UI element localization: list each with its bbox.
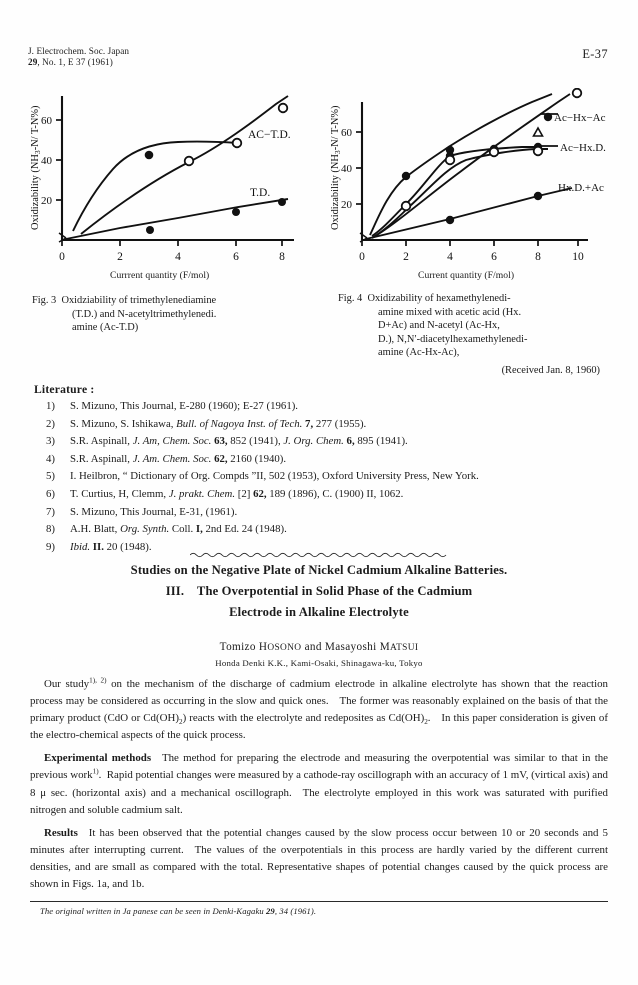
running-head bbox=[28, 46, 129, 69]
article-title-line2: III. The Overpotential in Solid Phase of the Cadmium bbox=[165, 584, 473, 598]
svg-text:10: 10 bbox=[572, 251, 584, 263]
figure-4-caption-l5: amine (Ac-Hx-Ac), bbox=[378, 347, 460, 359]
running-head-volume: 29 bbox=[28, 57, 38, 68]
reference-item bbox=[34, 468, 608, 486]
fig3-series-label-ac-td: AC−T.D. bbox=[248, 129, 291, 141]
page-folio: E-37 bbox=[582, 47, 608, 61]
fig4-series-label-hxd-ac: Hx.D.+Ac bbox=[558, 182, 604, 194]
reference-number: 8) bbox=[46, 523, 55, 536]
reference-item bbox=[34, 451, 608, 469]
reference-number: 3) bbox=[46, 435, 55, 448]
run-in-heading: Experimental methods bbox=[44, 752, 152, 765]
article-title-line1: Studies on the Negative Plate of Nickel Cadmium Alkaline Batteries. bbox=[130, 563, 508, 577]
reference-number: 7) bbox=[46, 505, 55, 518]
fig4-series-label-ac-hxd: Ac−Hx.D. bbox=[560, 142, 606, 154]
svg-text:60: 60 bbox=[41, 115, 52, 127]
svg-text:0: 0 bbox=[359, 251, 365, 263]
fig4-x-axis-title: Current quantity (F/mol) bbox=[418, 270, 515, 281]
svg-text:0: 0 bbox=[59, 251, 65, 263]
article-body bbox=[30, 676, 608, 893]
reference-text: S. Mizuno, S. Ishikawa, Bull. of Nagoya Inst. of Tech. 7, 277 (1955). bbox=[70, 417, 367, 430]
run-in-heading: Results bbox=[44, 826, 78, 839]
running-head-issue: , No. 1, E 37 (1961) bbox=[37, 57, 113, 68]
figure-3-caption-l2: (T.D.) and N-acetyltrimethylenedi. bbox=[72, 308, 217, 320]
svg-text:60: 60 bbox=[341, 127, 352, 139]
footnote-rule bbox=[30, 901, 608, 902]
footnote-text: The original written in Ja panese can be seen in Denki-Kagaku 29, 34 (1961). bbox=[40, 906, 317, 916]
figure-4-plot bbox=[326, 88, 626, 286]
reference-number: 6) bbox=[46, 487, 55, 500]
figure-4-caption-l1: Oxidizability of hexamethylenedi- bbox=[367, 293, 511, 304]
fig3-series-label-td: T.D. bbox=[250, 187, 271, 199]
article-title-line3: Electrode in Alkaline Electrolyte bbox=[229, 605, 409, 619]
received-date: (Received Jan. 8, 1960) bbox=[501, 364, 600, 376]
figure-4-caption-l2: amine mixed with acetic acid (Hx. bbox=[378, 306, 522, 318]
reference-number: 4) bbox=[46, 452, 55, 465]
reference-text: S. Mizuno, This Journal, E-31, (1961). bbox=[70, 505, 238, 518]
reference-item bbox=[34, 504, 608, 522]
svg-text:8: 8 bbox=[279, 251, 285, 263]
paragraph-results: Results It has been observed that the potential changes caused by the slow process occur between 10 or 20 seconds and 5 minutes after interrupting current. The values of the overpotentials in this process are hardly varied by the different current densities, and are small as compared with the total. Representative shapes of potential changes caused by the quick process are shown in Figs. 1a, and 1b. bbox=[30, 826, 608, 891]
reference-item bbox=[34, 521, 608, 539]
figure-4-label: Fig. 4 bbox=[338, 293, 363, 304]
fig4-y-axis-title: Oxidizability (NH3-N/ T-N%) bbox=[330, 105, 342, 230]
article-authors: Tomizo HOSONO and Masayoshi MATSUI bbox=[219, 641, 419, 653]
reference-number: 9) bbox=[46, 540, 55, 553]
reference-text: I. Heilbron, “ Dictionary of Org. Compds ”II, 502 (1953), Oxford University Press, New York. bbox=[70, 470, 479, 483]
figure-3-caption-l1: Oxidziability of trimethylenediamine bbox=[61, 295, 217, 306]
reference-number: 1) bbox=[46, 400, 55, 412]
reference-text: A.H. Blatt, Org. Synth. Coll. I, 2nd Ed. 24 (1948). bbox=[70, 523, 287, 536]
figure-3-label: Fig. 3 bbox=[32, 295, 57, 306]
reference-text: S.R. Aspinall, J. Am. Chem. Soc. 62, 2160 (1940). bbox=[70, 452, 287, 465]
running-head-volume-line bbox=[28, 57, 129, 68]
reference-item bbox=[34, 416, 608, 434]
svg-text:2: 2 bbox=[117, 251, 123, 263]
reference-text: S.R. Aspinall, J. Am, Chem. Soc. 63, 852 (1941), J. Org. Chem. 6, 895 (1941). bbox=[70, 435, 408, 448]
figure-3-svg bbox=[26, 88, 322, 268]
svg-text:4: 4 bbox=[175, 251, 181, 263]
fig3-x-axis-title: Currrent quantity (F/mol) bbox=[110, 270, 210, 281]
reference-text: Ibid. II. 20 (1948). bbox=[70, 540, 152, 553]
article-title bbox=[0, 560, 638, 623]
fig4-series-label-ac-hx-ac: Ac−Hx−Ac bbox=[554, 112, 606, 124]
figure-4-caption-l4: D.), N,N′-diacetylhexamethylenedi- bbox=[378, 333, 528, 345]
svg-text:4: 4 bbox=[447, 251, 453, 263]
paragraph-experimental: Experimental methods The method for preparing the electrode and measuring the overpotential was similar to that in the previous work$^{1)}$. Rapid potential changes were measured by a cathode-ray oscillograph with an accuracy of 1 mV, (virtical axis) and 8 μ sec. (horizontal axis) and a mechanical oscillograph. The electrolyte employed in this work was saturated with purified nitrogen and soluble cadmium salt. bbox=[30, 752, 608, 816]
figure-4-caption bbox=[338, 292, 618, 378]
svg-text:6: 6 bbox=[491, 251, 497, 263]
reference-text: T. Curtius, H, Clemm, J. prakt. Chem. [2] 62, 189 (1896), C. (1900) II, 1062. bbox=[70, 487, 404, 500]
figure-row bbox=[0, 88, 638, 288]
figure-3-plot bbox=[26, 88, 322, 286]
article-affiliation: Honda Denki K.K., Kami-Osaki, Shinagawa-ku, Tokyo bbox=[215, 658, 423, 668]
figure-3-caption bbox=[32, 294, 308, 335]
reference-list bbox=[34, 398, 608, 556]
running-head-journal: J. Electrochem. Soc. Japan bbox=[28, 46, 130, 56]
reference-item bbox=[34, 486, 608, 504]
figure-3-caption-l3: amine (Ac-T.D) bbox=[72, 322, 139, 334]
reference-number: 5) bbox=[46, 470, 55, 483]
figure-4-svg bbox=[326, 88, 626, 268]
svg-text:6: 6 bbox=[233, 251, 239, 263]
ornamental-divider bbox=[190, 551, 448, 559]
figure-4-caption-l3: D+Ac) and N-acetyl (Ac-Hx, bbox=[378, 320, 500, 332]
reference-item bbox=[34, 398, 608, 416]
reference-number: 2) bbox=[46, 417, 55, 430]
literature-heading: Literature : bbox=[34, 383, 95, 396]
fig3-y-axis-title: Oxidizability (NH3-N/ T-N%) bbox=[30, 105, 42, 230]
svg-text:2: 2 bbox=[403, 251, 409, 263]
reference-text: S. Mizuno, This Journal, E-280 (1960); E-27 (1961). bbox=[70, 400, 299, 412]
svg-text:40: 40 bbox=[41, 155, 52, 167]
svg-text:20: 20 bbox=[41, 195, 52, 207]
reference-item bbox=[34, 433, 608, 451]
svg-text:8: 8 bbox=[535, 251, 541, 263]
paragraph-intro: Our study$^{1), 2)}$ on the mechanism of the discharge of cadmium electrode in alkaline electrolyte has shown that the reaction process may be considered as occurring in the slow and quick ones. The former was reasonably explained on the basis of that the primary product (CdO or $Cd(OH)_2$) reacts with the electrolyte and redeposites as $Cd(OH)_2$. In this paper consideration is given of the electro-chemical aspects of the quick process. bbox=[30, 676, 608, 742]
svg-text:20: 20 bbox=[341, 199, 352, 211]
svg-text:40: 40 bbox=[341, 163, 352, 175]
